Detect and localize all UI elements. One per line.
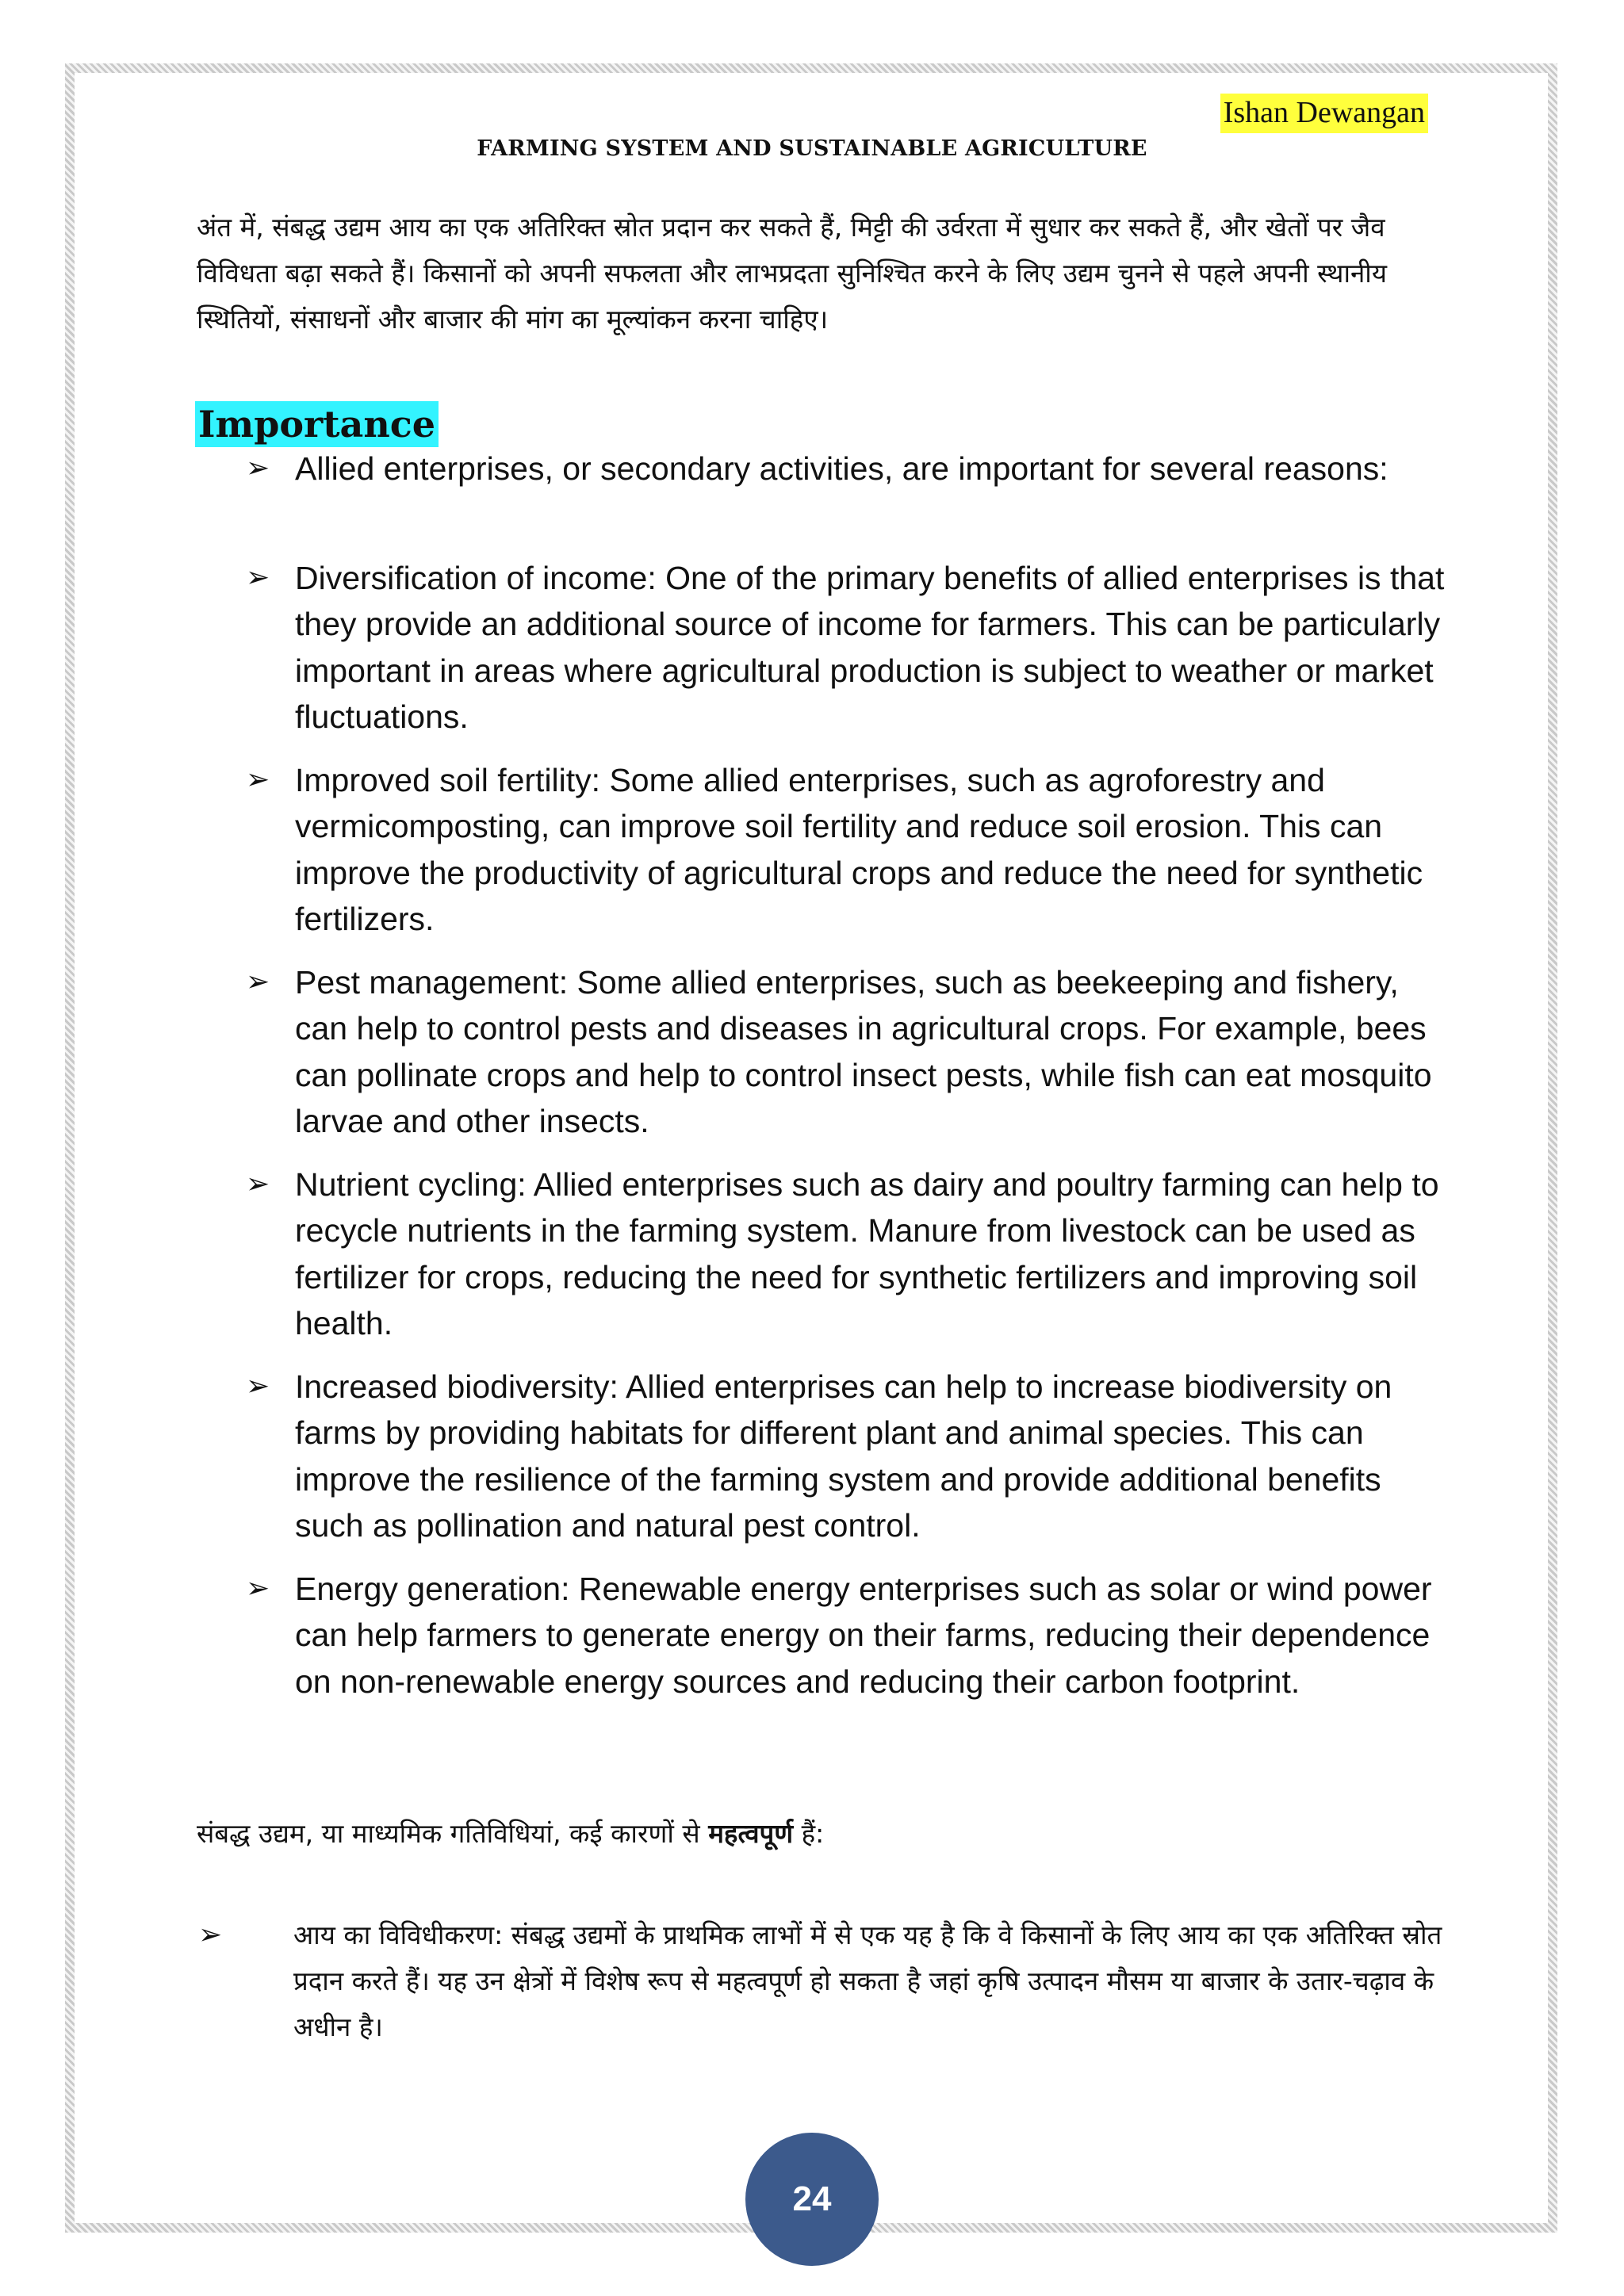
- author-name: Ishan Dewangan: [1220, 94, 1428, 133]
- bullet-item: [246, 555, 1451, 740]
- arrow-bullet-icon: ➢: [246, 1369, 270, 1402]
- arrow-bullet-icon: ➢: [198, 1919, 223, 1951]
- arrow-bullet-icon: ➢: [246, 1167, 270, 1200]
- arrow-bullet-icon: ➢: [246, 965, 270, 998]
- bullet-item: [246, 1364, 1451, 1549]
- bullet-text: Improved soil fertility: Some allied enterprises, such as agroforestry and vermicomposting, can improve soil fertility and reduce soil erosion. This can improve the productivity of agricultural crops and reduce the need for synthetic fertilizers.: [295, 761, 1423, 937]
- bullet-item: [246, 959, 1451, 1145]
- bullet-text: Pest management: Some allied enterprises, such as beekeeping and fishery, can help to control pests and diseases in agricultural crops. For example, bees can pollinate crops and help to control insect pests, while fish can eat mosquito larvae and other insects.: [295, 963, 1432, 1139]
- hindi-lead-text: संबद्ध उद्यम, या माध्यमिक गतिविधियां, कई कारणों से: [197, 1818, 709, 1849]
- hindi-lead-bold: महत्वपूर्ण: [708, 1818, 794, 1849]
- hindi-lead-sentence: [197, 1811, 1434, 1857]
- page-number-badge: 24: [745, 2133, 879, 2266]
- arrow-bullet-icon: ➢: [246, 561, 270, 594]
- bullet-item: [246, 757, 1451, 943]
- bullet-text: Diversification of income: One of the primary benefits of allied enterprises is that they provide an additional source of income for farmers. This can be particularly important in areas where agricultural production is subject to weather or market fluctuations.: [295, 559, 1445, 735]
- document-title: FARMING SYSTEM AND SUSTAINABLE AGRICULTURE: [477, 136, 1147, 161]
- bullet-item: [246, 1566, 1451, 1705]
- bullet-item: [246, 1161, 1451, 1347]
- bullet-text: Increased biodiversity: Allied enterprises can help to increase biodiversity on farms by providing habitats for different plant and animal species. This can improve the resilience of the farming system and provide additional benefits such as pollination and natural pest control.: [295, 1368, 1392, 1544]
- bullet-item: [246, 446, 1451, 492]
- bullet-text: Nutrient cycling: Allied enterprises such as dairy and poultry farming can help to recycle nutrients in the farming system. Manure from livestock can be used as fertilizer for crops, reducing the need for synthetic fertilizers and improving soil health.: [295, 1165, 1439, 1341]
- intro-paragraph-hindi: अंत में, संबद्ध उद्यम आय का एक अतिरिक्त स्रोत प्रदान कर सकते हैं, मिट्टी की उर्वरता में सुधार कर सकते हैं, और खेतों पर जैव विविधता बढ़ा सकते हैं। किसानों को अपनी सफलता और लाभप्रदता सुनिश्चित करने के लिए उद्यम चुनने से पहले अपनी स्थानीय स्थितियों, संसाधनों और बाजार की मांग का मूल्यांकन करना चाहिए।: [197, 212, 1387, 335]
- hindi-bullet-text: आय का विविधीकरण: संबद्ध उद्यमों के प्राथमिक लाभों में से एक यह है कि वे किसानों के लिए आय का एक अतिरिक्त स्रोत प्रदान करते हैं। यह उन क्षेत्रों में विशेष रूप से महत्वपूर्ण हो सकता है जहां कृषि उत्पादन मौसम या बाजार के उतार-चढ़ाव के अधीन है।: [293, 1919, 1442, 2042]
- arrow-bullet-icon: ➢: [246, 763, 270, 796]
- importance-bullet-list: [246, 446, 1451, 1721]
- hindi-lead-end: हैं:: [793, 1818, 825, 1849]
- arrow-bullet-icon: ➢: [246, 1571, 270, 1605]
- arrow-bullet-icon: ➢: [246, 452, 270, 484]
- bullet-text: Allied enterprises, or secondary activities, are important for several reasons:: [295, 450, 1388, 487]
- section-heading: Importance: [195, 401, 439, 447]
- bullet-text: Energy generation: Renewable energy enterprises such as solar or wind power can help farmers to generate energy on their farms, reducing their dependence on non-renewable energy sources and reducing their carbon footprint.: [295, 1570, 1432, 1700]
